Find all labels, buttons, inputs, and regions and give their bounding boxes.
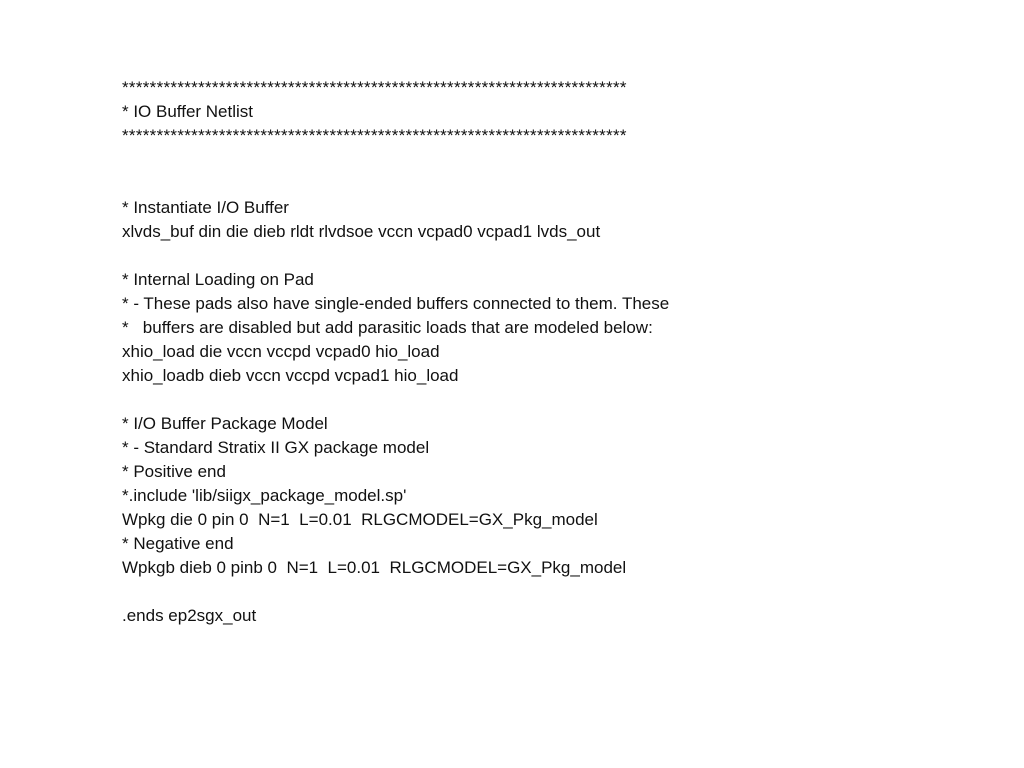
comment-instantiate-buffer: * Instantiate I/O Buffer: [122, 198, 289, 217]
blank-line: [122, 580, 1002, 604]
netlist-title: * IO Buffer Netlist: [122, 102, 254, 121]
header-border-bottom: *************************************************************************: [122, 126, 627, 145]
comment-parasitic-loads: * buffers are disabled but add parasitic loads that are modeled below:: [122, 318, 653, 337]
blank-line: [122, 244, 1002, 268]
blank-line: [122, 148, 1002, 172]
header-border-top: *************************************************************************: [122, 78, 627, 97]
comment-internal-loading: * Internal Loading on Pad: [122, 270, 314, 289]
comment-positive-end: * Positive end: [122, 462, 226, 481]
comment-single-ended-buffers: * - These pads also have single-ended buffers connected to them. These: [122, 294, 670, 313]
instance-hio-load: xhio_load die vccn vccpd vcpad0 hio_load: [122, 342, 440, 361]
netlist-text-block: [122, 76, 1002, 628]
include-package-model: *.include 'lib/siigx_package_model.sp': [122, 486, 407, 505]
element-wpkgb: Wpkgb dieb 0 pinb 0 N=1 L=0.01 RLGCMODEL=GX_Pkg_model: [122, 558, 627, 577]
comment-package-model: * I/O Buffer Package Model: [122, 414, 328, 433]
instance-lvds-buf: xlvds_buf din die dieb rldt rlvdsoe vccn vcpad0 vcpad1 lvds_out: [122, 222, 601, 241]
element-wpkg: Wpkg die 0 pin 0 N=1 L=0.01 RLGCMODEL=GX_Pkg_model: [122, 510, 598, 529]
subckt-end: .ends ep2sgx_out: [122, 606, 257, 625]
comment-stratix-package: * - Standard Stratix II GX package model: [122, 438, 430, 457]
instance-hio-loadb: xhio_loadb dieb vccn vccpd vcpad1 hio_load: [122, 366, 459, 385]
blank-line: [122, 388, 1002, 412]
comment-negative-end: * Negative end: [122, 534, 234, 553]
blank-line: [122, 172, 1002, 196]
